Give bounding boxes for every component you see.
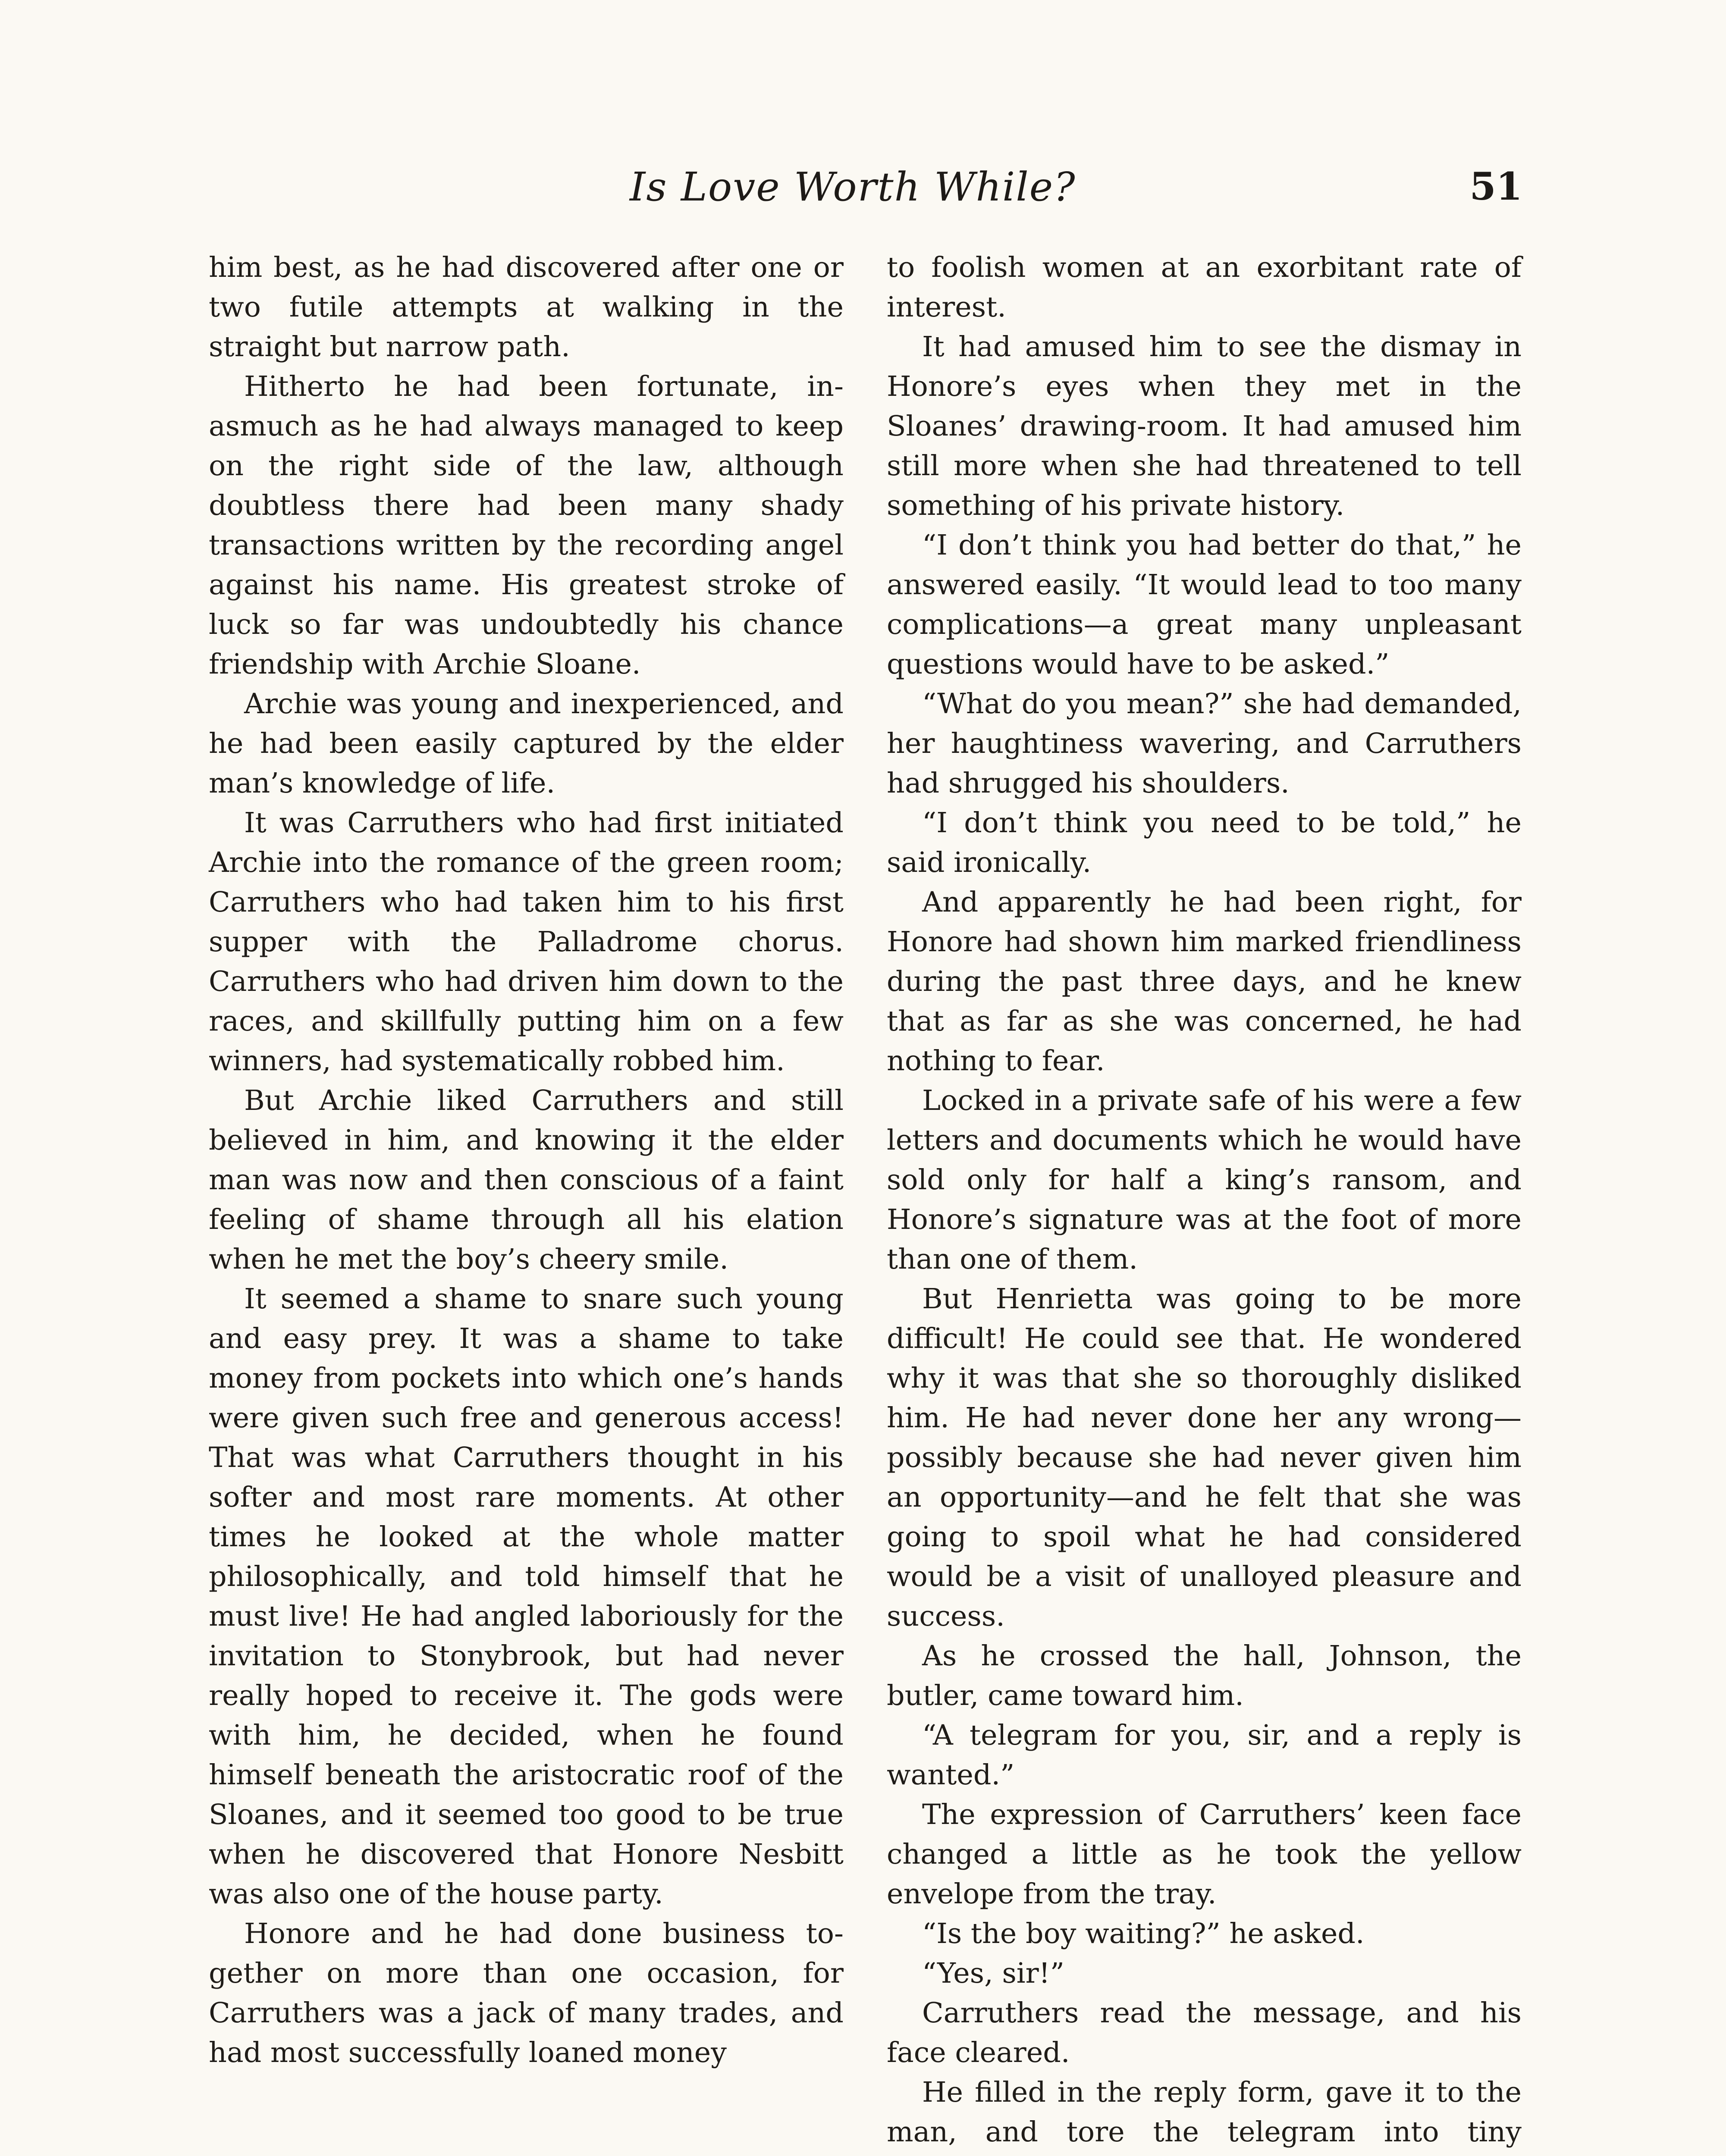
paragraph: As he crossed the hall, Johnson, the butler, came toward him. bbox=[887, 1640, 1522, 1712]
paragraph: Locked in a private safe of his were a few letters and documents which he would have sold only for half a king’s ransom, and Honore’s signature was at the foot of more than one of them. bbox=[887, 1084, 1522, 1275]
paragraph: It had amused him to see the dismay in Honore’s eyes when they met in the Sloanes’ drawing-room. It had amused him still more when she had threatened to tell something of his private history. bbox=[887, 331, 1522, 522]
paragraph: “Yes, sir!” bbox=[922, 1957, 1065, 1990]
paragraph: “I don’t think you had better do that,” he answered easily. “It would lead to too many complications—a great many unpleasant questions would have to be asked.” bbox=[887, 529, 1522, 680]
paragraph: The expression of Carruthers’ keen face changed a little as he took the yellow envelope from the tray. bbox=[887, 1799, 1522, 1910]
right-column bbox=[887, 248, 1522, 2156]
paragraph: “I don’t think you need to be told,” he said ironically. bbox=[887, 807, 1522, 879]
paragraph: And apparently he had been right, for Honore had shown him marked friendliness during the past three days, and he knew that as far as she was concerned, he had nothing to fear. bbox=[887, 886, 1522, 1077]
paragraph: him best, as he had discovered after one or two futile attempts at walking in the straight but narrow path. bbox=[209, 251, 844, 363]
paragraph: “What do you mean?” she had demanded, her haughtiness wavering, and Carruthers had shrugged his shoulders. bbox=[887, 688, 1522, 799]
page-number: 51 bbox=[1469, 164, 1522, 209]
running-head bbox=[207, 164, 1522, 224]
paragraph: “A telegram for you, sir, and a reply is wanted.” bbox=[887, 1719, 1522, 1791]
paragraph: But Archie liked Carruthers and still believed in him, and knowing it the elder man was now and then conscious of a faint feeling of shame through all his elation when he met the boy’s cheery smile. bbox=[209, 1084, 844, 1275]
paragraph: Archie was young and inexperienced, and he had been easily captured by the elder man’s knowledge of life. bbox=[209, 688, 844, 799]
paragraph: He filled in the reply form, gave it to the man, and tore the telegram into tiny bbox=[887, 2076, 1522, 2148]
paragraph: But Henrietta was going to be more difficult! He could see that. He wondered why it was that she so thoroughly disliked him. He had never done her any wrong—possibly because she had never given him an opportunity—and he felt that she was going to spoil what he had considered would be a visit of unalloyed pleasure and success. bbox=[887, 1283, 1522, 1633]
running-title: Is Love Worth While? bbox=[630, 164, 1076, 210]
left-column bbox=[209, 248, 844, 2073]
paragraph: to foolish women at an exorbitant rate of interest. bbox=[887, 251, 1522, 323]
paragraph: Honore and he had done business together on more than one occasion, for Carruthers was a jack of many trades, and had most successfully loaned money bbox=[209, 1918, 844, 2069]
paragraph: It seemed a shame to snare such young and easy prey. It was a shame to take money from pockets into which one’s hands were given such free and generous access! That was what Carruthers thought in his softer and most rare moments. At other times he looked at the whole matter philosophically, and told himself that he must live! He had angled laboriously for the invitation to Stonybrook, but had never really hoped to receive it. The gods were with him, he decided, when he found himself beneath the aristocratic roof of the Sloanes, and it seemed too good to be true when he discovered that Honore Nesbitt was also one of the house party. bbox=[209, 1283, 844, 1910]
paragraph: “Is the boy waiting?” he asked. bbox=[922, 1918, 1365, 1950]
paragraph: Hitherto he had been fortunate, inasmuch as he had always managed to keep on the right side of the law, although doubtless there had been many shady transactions written by the recording angel against his name. His greatest stroke of luck so far was undoubtedly his chance friendship with Archie Sloane. bbox=[209, 370, 844, 680]
paragraph: It was Carruthers who had first initiated Archie into the romance of the green room; Carruthers who had taken him to his first supper with the Palladrome chorus. Carruthers who had driven him down to the races, and skillfully putting him on a few winners, had systematically robbed him. bbox=[209, 807, 844, 1077]
paragraph: Carruthers read the message, and his face cleared. bbox=[887, 1997, 1522, 2069]
